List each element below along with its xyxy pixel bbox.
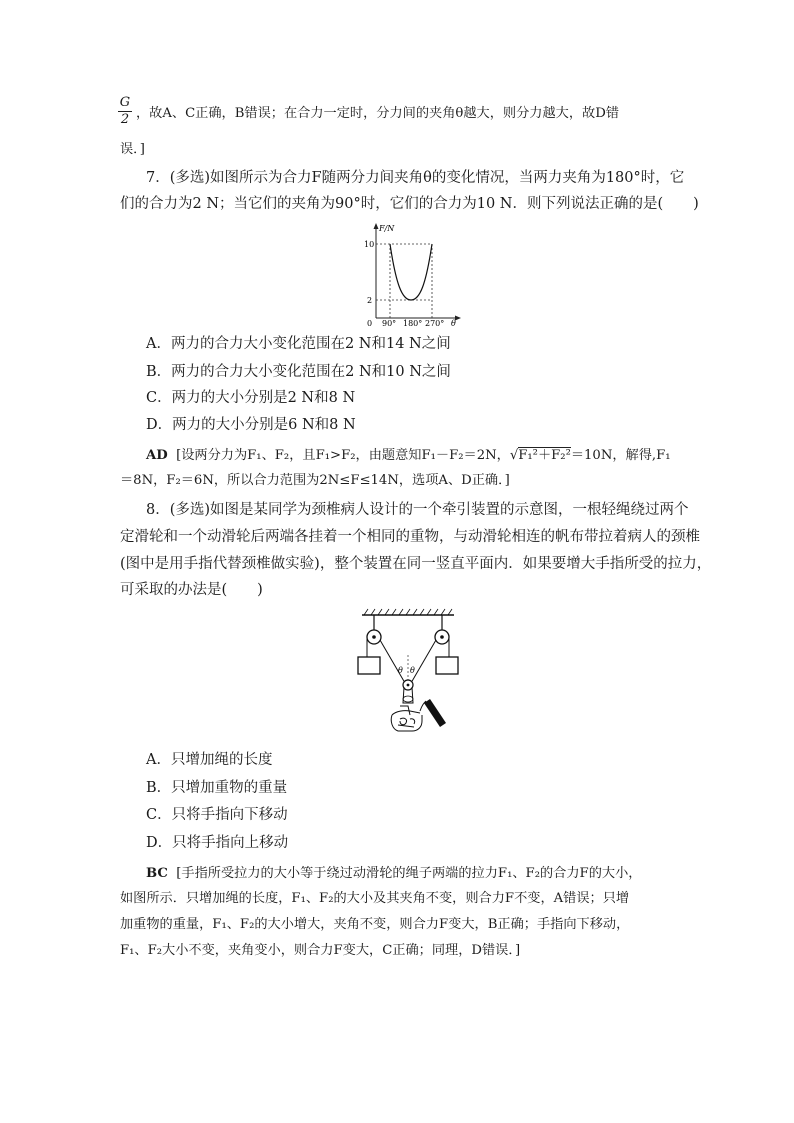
angle-theta-right: θ [410,666,415,675]
angle-theta-left: θ [398,666,403,675]
q8-option-d: D．只将手指向上移动 [146,835,289,851]
graph-y-axis-label: F/N [379,224,395,233]
q8-option-c: C．只将手指向下移动 [146,807,288,823]
q7-stem-text: 们的合力为2 N；当它们的夹角为90°时，它们的合力为10 N．则下列说法正确的是( [120,196,664,212]
sqrt-sign: √ [509,448,519,463]
q8-stem-text: 可采取的办法是( [120,582,228,598]
q8-answer-line-3: 加重物的重量，F₁、F₂的大小增大，夹角不变，则合力F变大，B正确；手指向下移动， [120,917,630,932]
q7-answer-line-1 [146,446,671,466]
q7-stem-line-1: 7．(多选)如图所示为合力F随两分力间夹角θ的变化情况，当两力夹角为180°时，它 [146,170,685,186]
q7-answer-key: AD [146,448,168,463]
q8-stem-line-2: 定滑轮和一个动滑轮后两端各挂着一个相同的重物，与动滑轮相连的帆布带拉着病人的颈椎 [120,529,700,545]
graph-x-axis-label: θ [451,319,456,328]
q7-answer-text-a: [设两分力为F₁、F₂，且F₁>F₂，由题意知F₁－F₂＝2N， [176,448,510,463]
q8-answer-text: [手指所受拉力的大小等于绕过动滑轮的绳子两端的拉力F₁、F₂的合力F的大小， [176,866,642,881]
q7-stem-line-2 [120,194,699,214]
hand-icon [391,706,422,731]
support-block-icon [424,699,446,727]
fraction-numerator: G [119,95,131,110]
graph-x-tick-270: 270° [425,319,445,328]
graph-y-tick-10: 10 [364,240,375,249]
sqrt-radicand: F₁²＋F₂² [518,448,571,463]
force-angle-graph [362,222,472,332]
q8-answer-line-2: 如图所示．只增加绳的长度，F₁、F₂的大小及其夹角不变，则合力F不变，A错误；只增 [120,891,630,906]
q7-answer-text-b: ＝10N，解得,F₁ [570,448,671,463]
prev-answer-line-1: ，故A、C正确，B错误；在合力一定时，分力间的夹角θ越大，则分力越大，故D错 [136,106,620,121]
q8-answer-line-1 [146,864,641,884]
q8-stem-line-1: 8．(多选)如图是某同学为颈椎病人设计的一个牵引装置的示意图，一根轻绳绕过两个 [146,502,689,518]
q7-stem-paren-close: ) [693,196,699,212]
q7-option-b: B．两力的合力大小变化范围在2 N和10 N之间 [146,364,451,380]
q8-option-a: A．只增加绳的长度 [146,752,273,768]
q8-answer-line-4: F₁、F₂大小不变，夹角变小，则合力F变大，C正确；同理，D错误．] [120,943,521,958]
q8-stem-line-3: (图中是用手指代替颈椎做实验)，整个装置在同一竖直平面内．如果要增大手指所受的拉力， [120,556,712,572]
q8-stem-paren-close: ) [257,582,263,598]
q7-option-c: C．两力的大小分别是2 N和8 N [146,390,356,406]
pulley-traction-diagram [352,607,462,747]
graph-x-tick-180: 180° [403,319,423,328]
q8-stem-line-4 [120,580,263,600]
graph-x-tick-90: 90° [382,319,397,328]
q7-answer-line-2: ＝8N，F₂＝6N，所以合力范围为2N≤F≤14N，选项A、D正确．] [120,473,510,488]
weight-right-icon [436,657,458,674]
q8-answer-key: BC [146,866,168,881]
fraction-denominator: 2 [120,112,130,127]
prev-answer-line-2: 误．] [120,142,145,157]
graph-y-tick-0: 0 [367,319,373,328]
weight-left-icon [358,657,380,674]
q7-option-a: A．两力的合力大小变化范围在2 N和14 N之间 [146,336,451,352]
q8-option-b: B．只增加重物的重量 [146,780,288,796]
q7-option-d: D．两力的大小分别是6 N和8 N [146,417,356,433]
graph-y-tick-2: 2 [367,296,373,305]
fraction-g-over-2 [118,96,132,127]
